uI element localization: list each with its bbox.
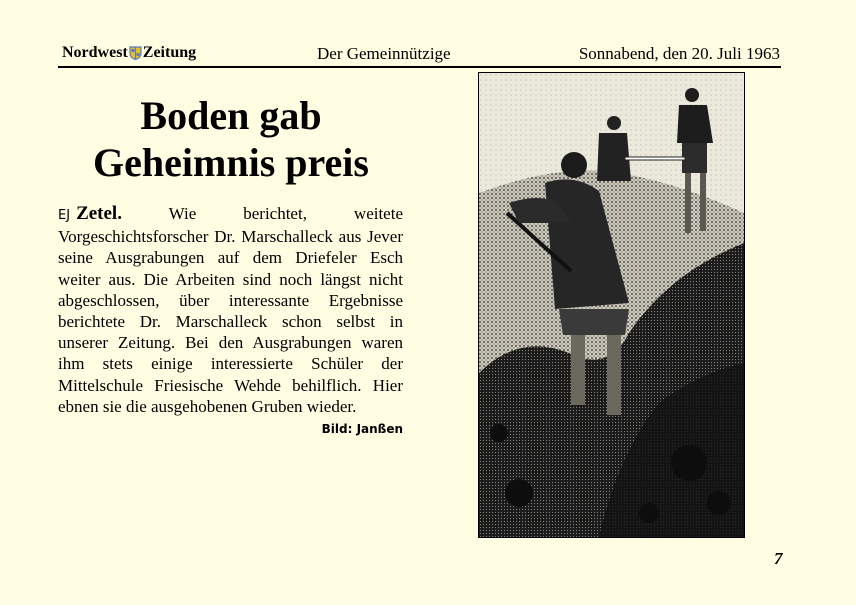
article-paragraph — [58, 203, 403, 417]
article-photo — [478, 72, 745, 538]
author-initials: EJ — [58, 208, 71, 223]
photo-excavation-image — [479, 73, 744, 537]
issue-date: Sonnabend, den 20. Juli 1963 — [578, 44, 780, 63]
masthead — [58, 40, 781, 68]
paper-name — [62, 44, 196, 62]
headline-line-2: Geheimnis preis — [93, 140, 369, 185]
headline-line-1: Boden gab — [140, 93, 322, 138]
paper-name-left: Nordwest — [62, 44, 128, 61]
coat-of-arms-icon — [129, 46, 142, 60]
dateline-place: Zetel. — [76, 203, 122, 224]
section-title: Der Gemeinnützige — [317, 44, 451, 63]
article-text: Wie berichtet, weitete Vorgeschichtsforscher Dr. Marschalleck aus Jever seine Ausgrabungen auf dem Driefeler Esch weiter aus. Die Arbeiten sind noch längst nicht abgeschlossen, über interessante Ergebnisse berichtete Dr. Marschalleck schon selbst in unserer Zeitung. Bei den Ausgrabungen waren ihm stets einige interessierte Schüler der Mittelschule Friesische Wehde behilflich. Hier ebnen sie die ausgehobenen Gruben wieder. — [58, 204, 404, 416]
photo-credit: Bild: Janßen — [321, 422, 403, 436]
page-number: 7 — [774, 549, 783, 568]
article-headline — [56, 92, 406, 186]
article-body — [58, 203, 403, 417]
paper-name-right: Zeitung — [142, 44, 197, 61]
